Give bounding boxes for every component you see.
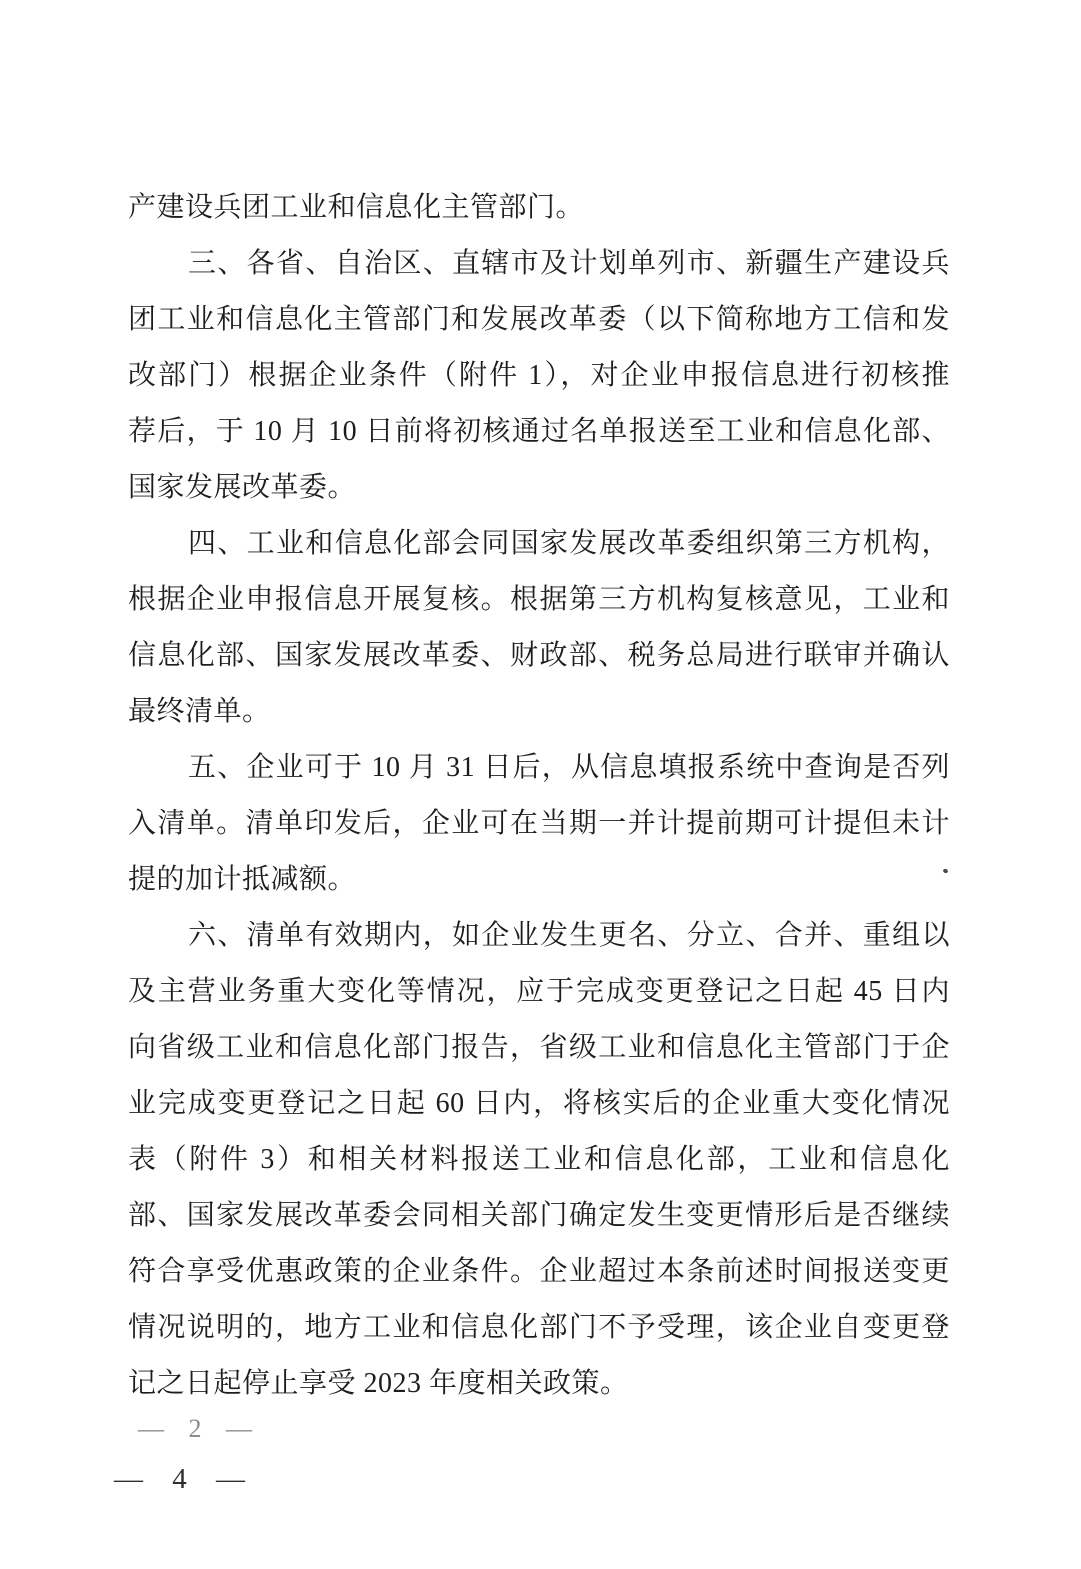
- text-line-p5-l3: 向省级工业和信息化部门报告，省级工业和信息化主管部门于企: [128, 1032, 950, 1063]
- text-line-p5-l8: 情况说明的，地方工业和信息化部门不予受理，该企业自变更登: [128, 1312, 950, 1343]
- text-line-p3-l1: 四、工业和信息化部会同国家发展改革委组织第三方机构，: [188, 528, 950, 559]
- text-line-p4-l2: 入清单。清单印发后，企业可在当期一并计提前期可计提但未计: [128, 808, 950, 839]
- text-line-p5-l4: 业完成变更登记之日起 60 日内，将核实后的企业重大变化情况: [128, 1088, 950, 1119]
- text-line-p1-l1: 产建设兵团工业和信息化主管部门。: [128, 192, 585, 223]
- text-line-p5-l7: 符合享受优惠政策的企业条件。企业超过本条前述时间报送变更: [128, 1256, 950, 1287]
- text-line-p4-l1: 五、企业可于 10 月 31 日后，从信息填报系统中查询是否列: [188, 752, 950, 783]
- text-line-p5-l6: 部、国家发展改革委会同相关部门确定发生变更情形后是否继续: [128, 1200, 950, 1231]
- text-line-p5-l9: 记之日起停止享受 2023 年度相关政策。: [128, 1368, 629, 1399]
- text-line-p2-l5: 国家发展改革委。: [128, 472, 357, 503]
- text-line-p3-l2: 根据企业申报信息开展复核。根据第三方机构复核意见，工业和: [128, 584, 950, 615]
- text-line-p3-l4: 最终清单。: [128, 696, 271, 727]
- text-line-p2-l2: 团工业和信息化主管部门和发展改革委（以下简称地方工信和发: [128, 304, 950, 335]
- text-line-p5-l5: 表（附件 3）和相关材料报送工业和信息化部，工业和信息化: [128, 1144, 950, 1175]
- text-line-p5-l2: 及主营业务重大变化等情况，应于完成变更登记之日起 45 日内: [128, 976, 950, 1007]
- text-line-p2-l1: 三、各省、自治区、直辖市及计划单列市、新疆生产建设兵: [188, 248, 950, 279]
- original-page-number: — 2 —: [138, 1414, 261, 1443]
- text-line-p3-l3: 信息化部、国家发展改革委、财政部、税务总局进行联审并确认: [128, 640, 950, 671]
- text-line-p2-l3: 改部门）根据企业条件（附件 1），对企业申报信息进行初核推: [128, 360, 950, 391]
- document-body: [128, 180, 950, 1412]
- text-line-p4-l3: 提的加计抵减额。: [128, 864, 357, 895]
- pdf-page-number: — 4 —: [114, 1463, 256, 1495]
- text-line-p2-l4: 荐后，于 10 月 10 日前将初核通过名单报送至工业和信息化部、: [128, 416, 950, 447]
- text-line-p5-l1: 六、清单有效期内，如企业发生更名、分立、合并、重组以: [188, 920, 950, 951]
